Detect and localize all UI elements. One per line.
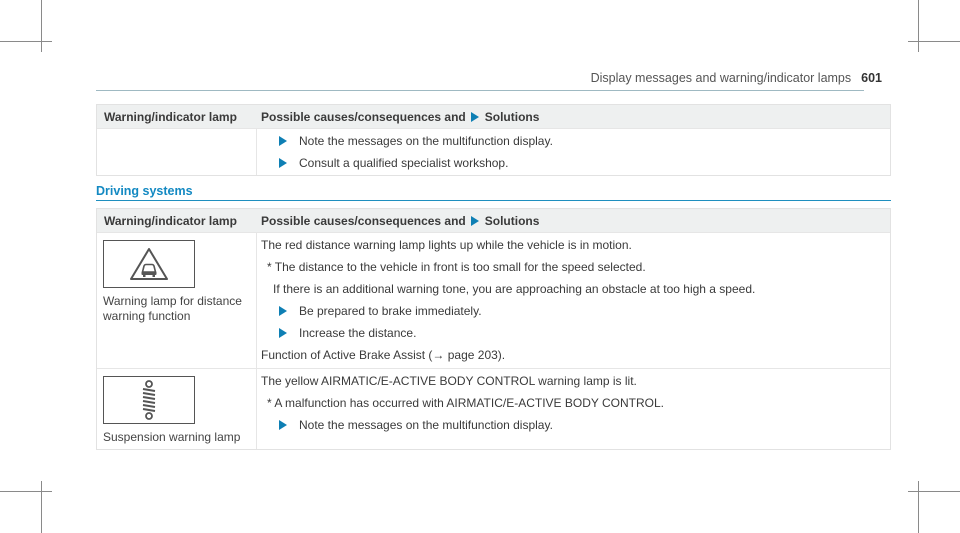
table-header — [97, 209, 890, 232]
table-row — [97, 368, 890, 449]
driving-systems-table — [96, 208, 891, 450]
solution-arrow-icon — [471, 112, 479, 122]
solution-step: Note the messages on the multifunction display. — [261, 414, 890, 436]
crop-mark — [908, 491, 960, 492]
table-row — [97, 232, 890, 368]
table-row — [97, 128, 890, 175]
table-continued — [96, 104, 891, 176]
solution-arrow-icon — [279, 420, 287, 430]
crop-mark — [908, 41, 960, 42]
crop-mark — [0, 41, 52, 42]
running-title: Display messages and warning/indicator lamps — [590, 71, 852, 85]
lamp-cell: Suspension warning lamp — [97, 369, 257, 449]
solution-arrow-icon — [279, 306, 287, 316]
col-causes-header: Possible causes/consequences and Solutions — [261, 213, 540, 228]
col-lamp-header: Warning/indicator lamp — [104, 109, 237, 124]
cause-item: * The distance to the vehicle in front is too small for the speed selected. — [267, 260, 646, 274]
solution-step: Be prepared to brake immediately. — [261, 300, 890, 322]
causes-cell — [257, 129, 890, 175]
crop-mark — [918, 481, 919, 533]
causes-cell: The red distance warning lamp lights up while the vehicle is in motion. * The distance to the vehicle in front is too small for the speed selected. If there is an additional warning tone, you are approaching an obstacle at too high a speed. Be prepared to brake immediately. Increase the distance. Function of Active Brake Assist (→ page 203). — [257, 233, 890, 368]
crop-mark — [918, 0, 919, 52]
section-title: Driving systems — [96, 184, 193, 198]
page-number: 601 — [861, 71, 882, 85]
page-reference: Function of Active Brake Assist (→ page 203). — [261, 348, 506, 362]
distance-warning-lamp-icon — [103, 240, 195, 288]
causes-cell: The yellow AIRMATIC/E-ACTIVE BODY CONTROL warning lamp is lit. * A malfunction has occurred with AIRMATIC/E-ACTIVE BODY CONTROL. Note the messages on the multifunction display. — [257, 369, 890, 449]
solution-arrow-icon — [279, 328, 287, 338]
lamp-cell: Warning lamp for distance warning function — [97, 233, 257, 368]
section-rule — [96, 200, 891, 201]
table-header — [97, 105, 890, 128]
solution-arrow-icon — [279, 158, 287, 168]
solution-arrow-icon — [279, 136, 287, 146]
crop-mark — [0, 491, 52, 492]
crop-mark — [41, 481, 42, 533]
solution-step: Increase the distance. — [261, 322, 890, 344]
solution-arrow-icon — [471, 216, 479, 226]
col-lamp-header: Warning/indicator lamp — [104, 213, 237, 228]
solution-step: Consult a qualified specialist workshop. — [261, 152, 890, 174]
lamp-cell — [97, 129, 257, 175]
suspension-warning-lamp-icon — [103, 376, 195, 424]
cause-item: * A malfunction has occurred with AIRMATIC/E-ACTIVE BODY CONTROL. — [267, 396, 665, 410]
solution-step: Note the messages on the multifunction display. — [261, 130, 890, 152]
col-causes-header: Possible causes/consequences and Solutions — [261, 109, 540, 124]
crop-mark — [41, 0, 42, 52]
running-head — [591, 71, 882, 85]
header-rule — [96, 90, 864, 91]
